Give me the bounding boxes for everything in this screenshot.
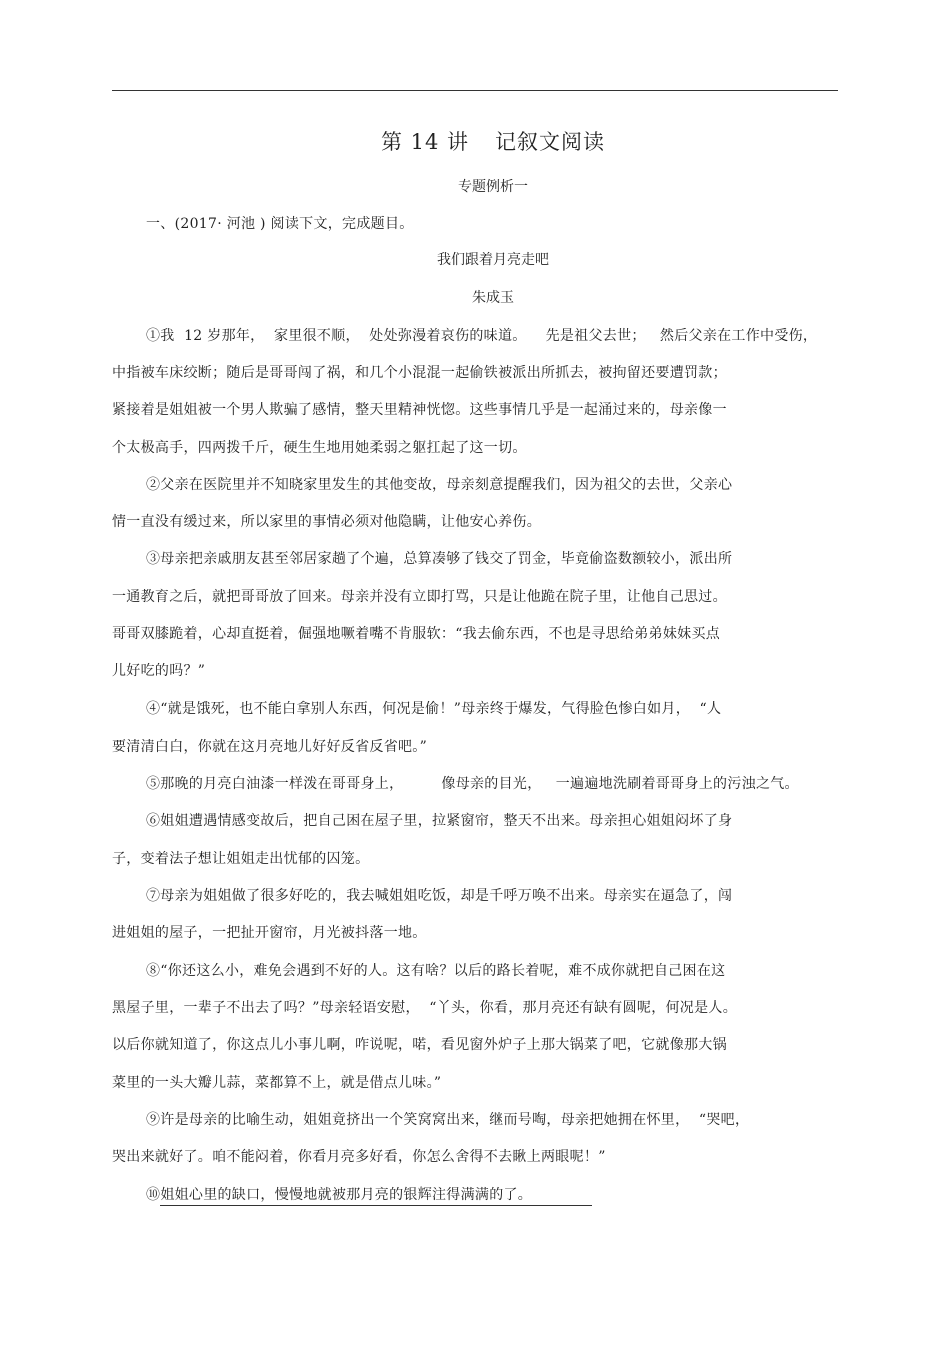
paragraph-marker: ⑩ bbox=[146, 1187, 161, 1203]
paragraph-line: 进姐姐的屋子，一把扯开窗帘，月光被抖落一地。 bbox=[112, 925, 427, 941]
paragraph-line: 黑屋子里，一辈子不出去了吗？”母亲轻语安慰， “丫头，你看，那月亮还有缺有圆呢，何况是人。 bbox=[112, 1000, 738, 1016]
paragraph-line: 哥哥双膝跪着，心却直挺着，倔强地噘着嘴不肯服软：“我去偷东西，不也是寻思给弟弟妹妹买点 bbox=[112, 626, 721, 642]
paragraph-line: 菜里的一头大瓣儿蒜，菜都算不上，就是借点儿味。” bbox=[112, 1075, 442, 1091]
underlined-sentence: 姐姐心里的缺口，慢慢地就被那月亮的银辉注得满满的了。 bbox=[160, 1187, 592, 1206]
paragraph-line: ④“就是饿死，也不能白拿别人东西，何况是偷！”母亲终于爆发，气得脸色惨白如月， “人 bbox=[146, 701, 722, 717]
lesson-title bbox=[0, 126, 950, 156]
paragraph-line: ⑨许是母亲的比喻生动，姐姐竟挤出一个笑窝窝出来，继而号啕，母亲把她拥在怀里， “哭吧， bbox=[146, 1112, 750, 1128]
header-rule bbox=[112, 90, 838, 91]
section-label: 专题例析一 bbox=[458, 179, 528, 195]
lesson-topic: 记叙文阅读 bbox=[495, 130, 606, 154]
paragraph-line: 一通教育之后，就把哥哥放了回来。母亲并没有立即打骂，只是让他跪在院子里，让他自己思过。 bbox=[112, 589, 727, 605]
paragraph-line: 中指被车床绞断；随后是哥哥闯了祸，和几个小混混一起偷铁被派出所抓去，被拘留还要遭罚款； bbox=[112, 365, 727, 381]
paragraph-line: ③母亲把亲戚朋友甚至邻居家趟了个遍，总算凑够了钱交了罚金，毕竟偷盗数额较小，派出所 bbox=[146, 551, 733, 567]
article-author: 朱成玉 bbox=[472, 290, 514, 306]
paragraph-line: 个太极高手，四两拨千斤，硬生生地用她柔弱之躯扛起了这一切。 bbox=[112, 440, 527, 456]
paragraph-line: ⑤那晚的月亮白油漆一样泼在哥哥身上， 像母亲的目光， 一遍遍地洗刷着哥哥身上的污浊之气。 bbox=[146, 776, 799, 792]
question-intro: 一、(2017· 河池 ) 阅读下文，完成题目。 bbox=[146, 216, 414, 232]
lesson-number: 第 14 讲 bbox=[380, 130, 470, 154]
paragraph-line: ⑥姐姐遭遇情感变故后，把自己困在屋子里，拉紧窗帘，整天不出来。母亲担心姐姐闷坏了身 bbox=[146, 813, 733, 829]
last-paragraph bbox=[146, 1184, 592, 1204]
paragraph-line: ⑦母亲为姐姐做了很多好吃的，我去喊姐姐吃饭，却是千呼万唤不出来。母亲实在逼急了，闯 bbox=[146, 888, 733, 904]
paragraph-line: ⑧“你还这么小，难免会遇到不好的人。这有啥？以后的路长着呢，难不成你就把自己困在这 bbox=[146, 963, 726, 979]
paragraph-line: ①我 12 岁那年， 家里很不顺， 处处弥漫着哀伤的味道。 先是祖父去世； 然后父亲在工作中受伤， bbox=[146, 328, 818, 344]
paragraph-line: ②父亲在医院里并不知晓家里发生的其他变故，母亲刻意提醒我们，因为祖父的去世，父亲心 bbox=[146, 477, 733, 493]
paragraph-line: 儿好吃的吗？” bbox=[112, 663, 206, 679]
paragraph-line: 子，变着法子想让姐姐走出忧郁的囚笼。 bbox=[112, 851, 370, 867]
paragraph-line: 紧接着是姐姐被一个男人欺骗了感情，整天里精神恍惚。这些事情几乎是一起涌过来的，母亲像一 bbox=[112, 402, 727, 418]
paragraph-line: 哭出来就好了。咱不能闷着，你看月亮多好看，你怎么舍得不去瞅上两眼呢！” bbox=[112, 1149, 606, 1165]
paragraph-line: 要清清白白，你就在这月亮地儿好好反省反省吧。” bbox=[112, 739, 428, 755]
article-title: 我们跟着月亮走吧 bbox=[437, 252, 549, 268]
paragraph-line: 以后你就知道了，你这点儿小事儿啊，咋说呢，喏，看见窗外炉子上那大锅菜了吧，它就像那大锅 bbox=[112, 1037, 727, 1053]
paragraph-line: 情一直没有缓过来，所以家里的事情必须对他隐瞒，让他安心养伤。 bbox=[112, 514, 541, 530]
